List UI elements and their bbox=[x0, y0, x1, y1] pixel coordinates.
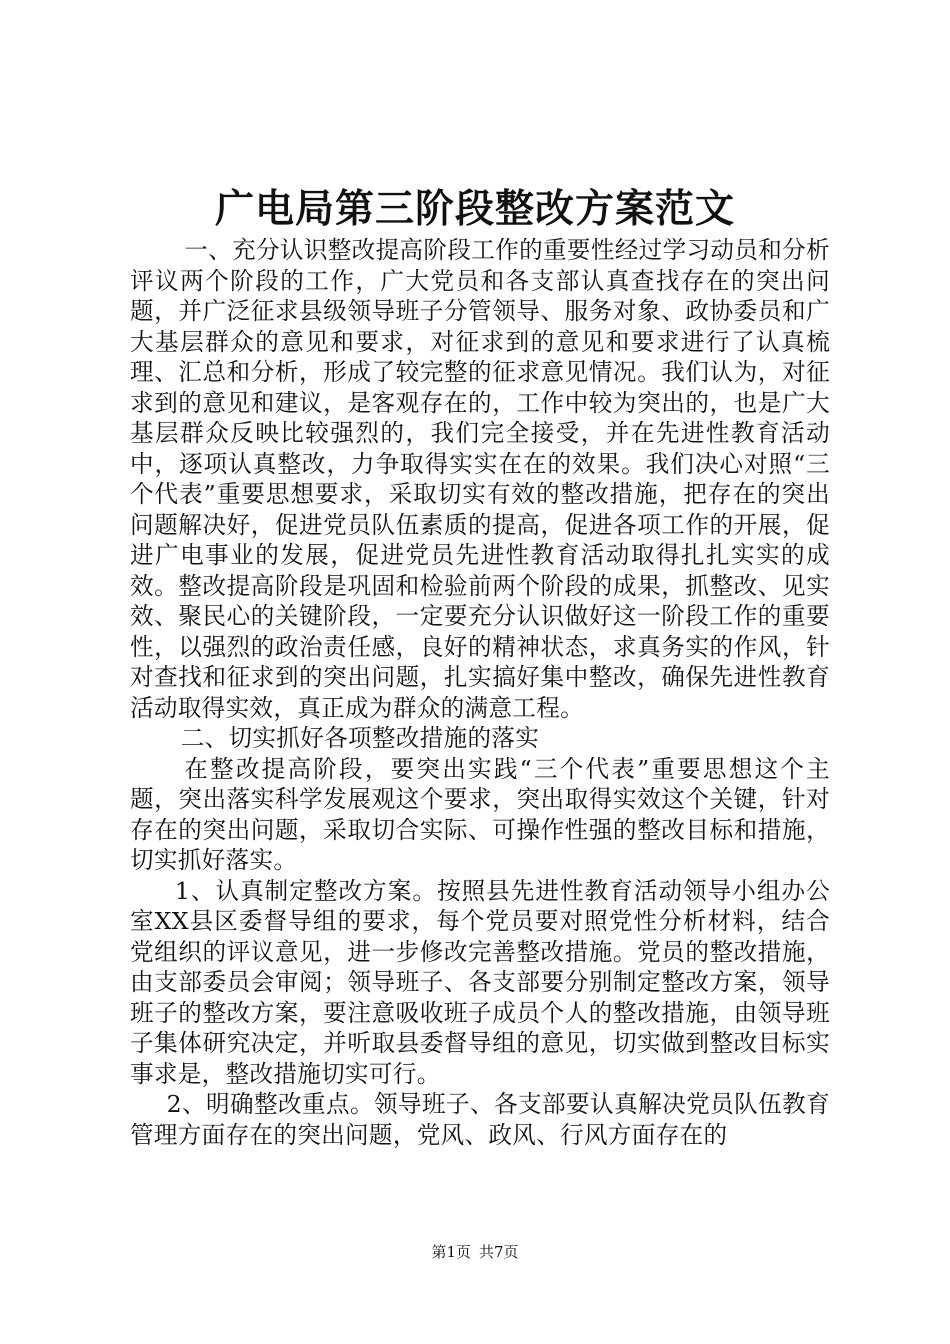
paragraph-item-2: 2、明确整改重点。领导班子、各支部要认真解决党员队伍教育管理方面存在的突出问题，党风、政风、行风方面存在的 bbox=[130, 1090, 830, 1149]
page-number: 第1页 bbox=[431, 1243, 471, 1261]
page-footer bbox=[0, 1242, 950, 1262]
paragraph-item-1: 1、认真制定整改方案。按照县先进性教育活动领导小组办公室XX县区委督导组的要求，每个党员要对照党性分析材料，结合党组织的评议意见，进一步修改完善整改措施。党员的整改措施，由支部委员会审阅；领导班子、各支部要分别制定整改方案，领导班子的整改方案，要注意吸收班子成员个人的整改措施，由领导班子集体研究决定，并听取县委督导组的意见，切实做到整改目标实事求是，整改措施切实可行。 bbox=[130, 876, 830, 1088]
paragraph-section-1: 一、充分认识整改提高阶段工作的重要性经过学习动员和分析评议两个阶段的工作，广大党员和各支部认真查找存在的突出问题，并广泛征求县级领导班子分管领导、服务对象、政协委员和广大基层群众的意见和要求，对征求到的意见和要求进行了认真梳理、汇总和分析，形成了较完整的征求意见情况。我们认为，对征求到的意见和建议，是客观存在的，工作中较为突出的，也是广大基层群众反映比较强烈的，我们完全接受，并在先进性教育活动中，逐项认真整改，力争取得实实在在的效果。我们决心对照“三个代表”重要思想要求，采取切实有效的整改措施，把存在的突出问题解决好，促进党员队伍素质的提高，促进各项工作的开展，促进广电事业的发展，促进党员先进性教育活动取得扎扎实实的成效。整改提高阶段是巩固和检验前两个阶段的成果，抓整改、见实效、聚民心的关键阶段，一定要充分认识做好这一阶段工作的重要性，以强烈的政治责任感，良好的精神状态，求真务实的作风，针对查找和征求到的突出问题，扎实搞好集中整改，确保先进性教育活动取得实效，真正成为群众的满意工程。 bbox=[130, 236, 830, 722]
document-title: 广电局第三阶段整改方案范文 bbox=[214, 186, 735, 232]
page-count: 共7页 bbox=[479, 1243, 519, 1261]
document-body bbox=[130, 235, 830, 1150]
paragraph-section-2-intro: 在整改提高阶段，要突出实践“三个代表”重要思想这个主题，突出落实科学发展观这个要求，突出取得实效这个关键，针对存在的突出问题，采取切合实际、可操作性强的整改目标和措施，切实抓好落实。 bbox=[130, 754, 830, 874]
heading-section-2: 二、切实抓好各项整改措施的落实 bbox=[180, 724, 540, 752]
